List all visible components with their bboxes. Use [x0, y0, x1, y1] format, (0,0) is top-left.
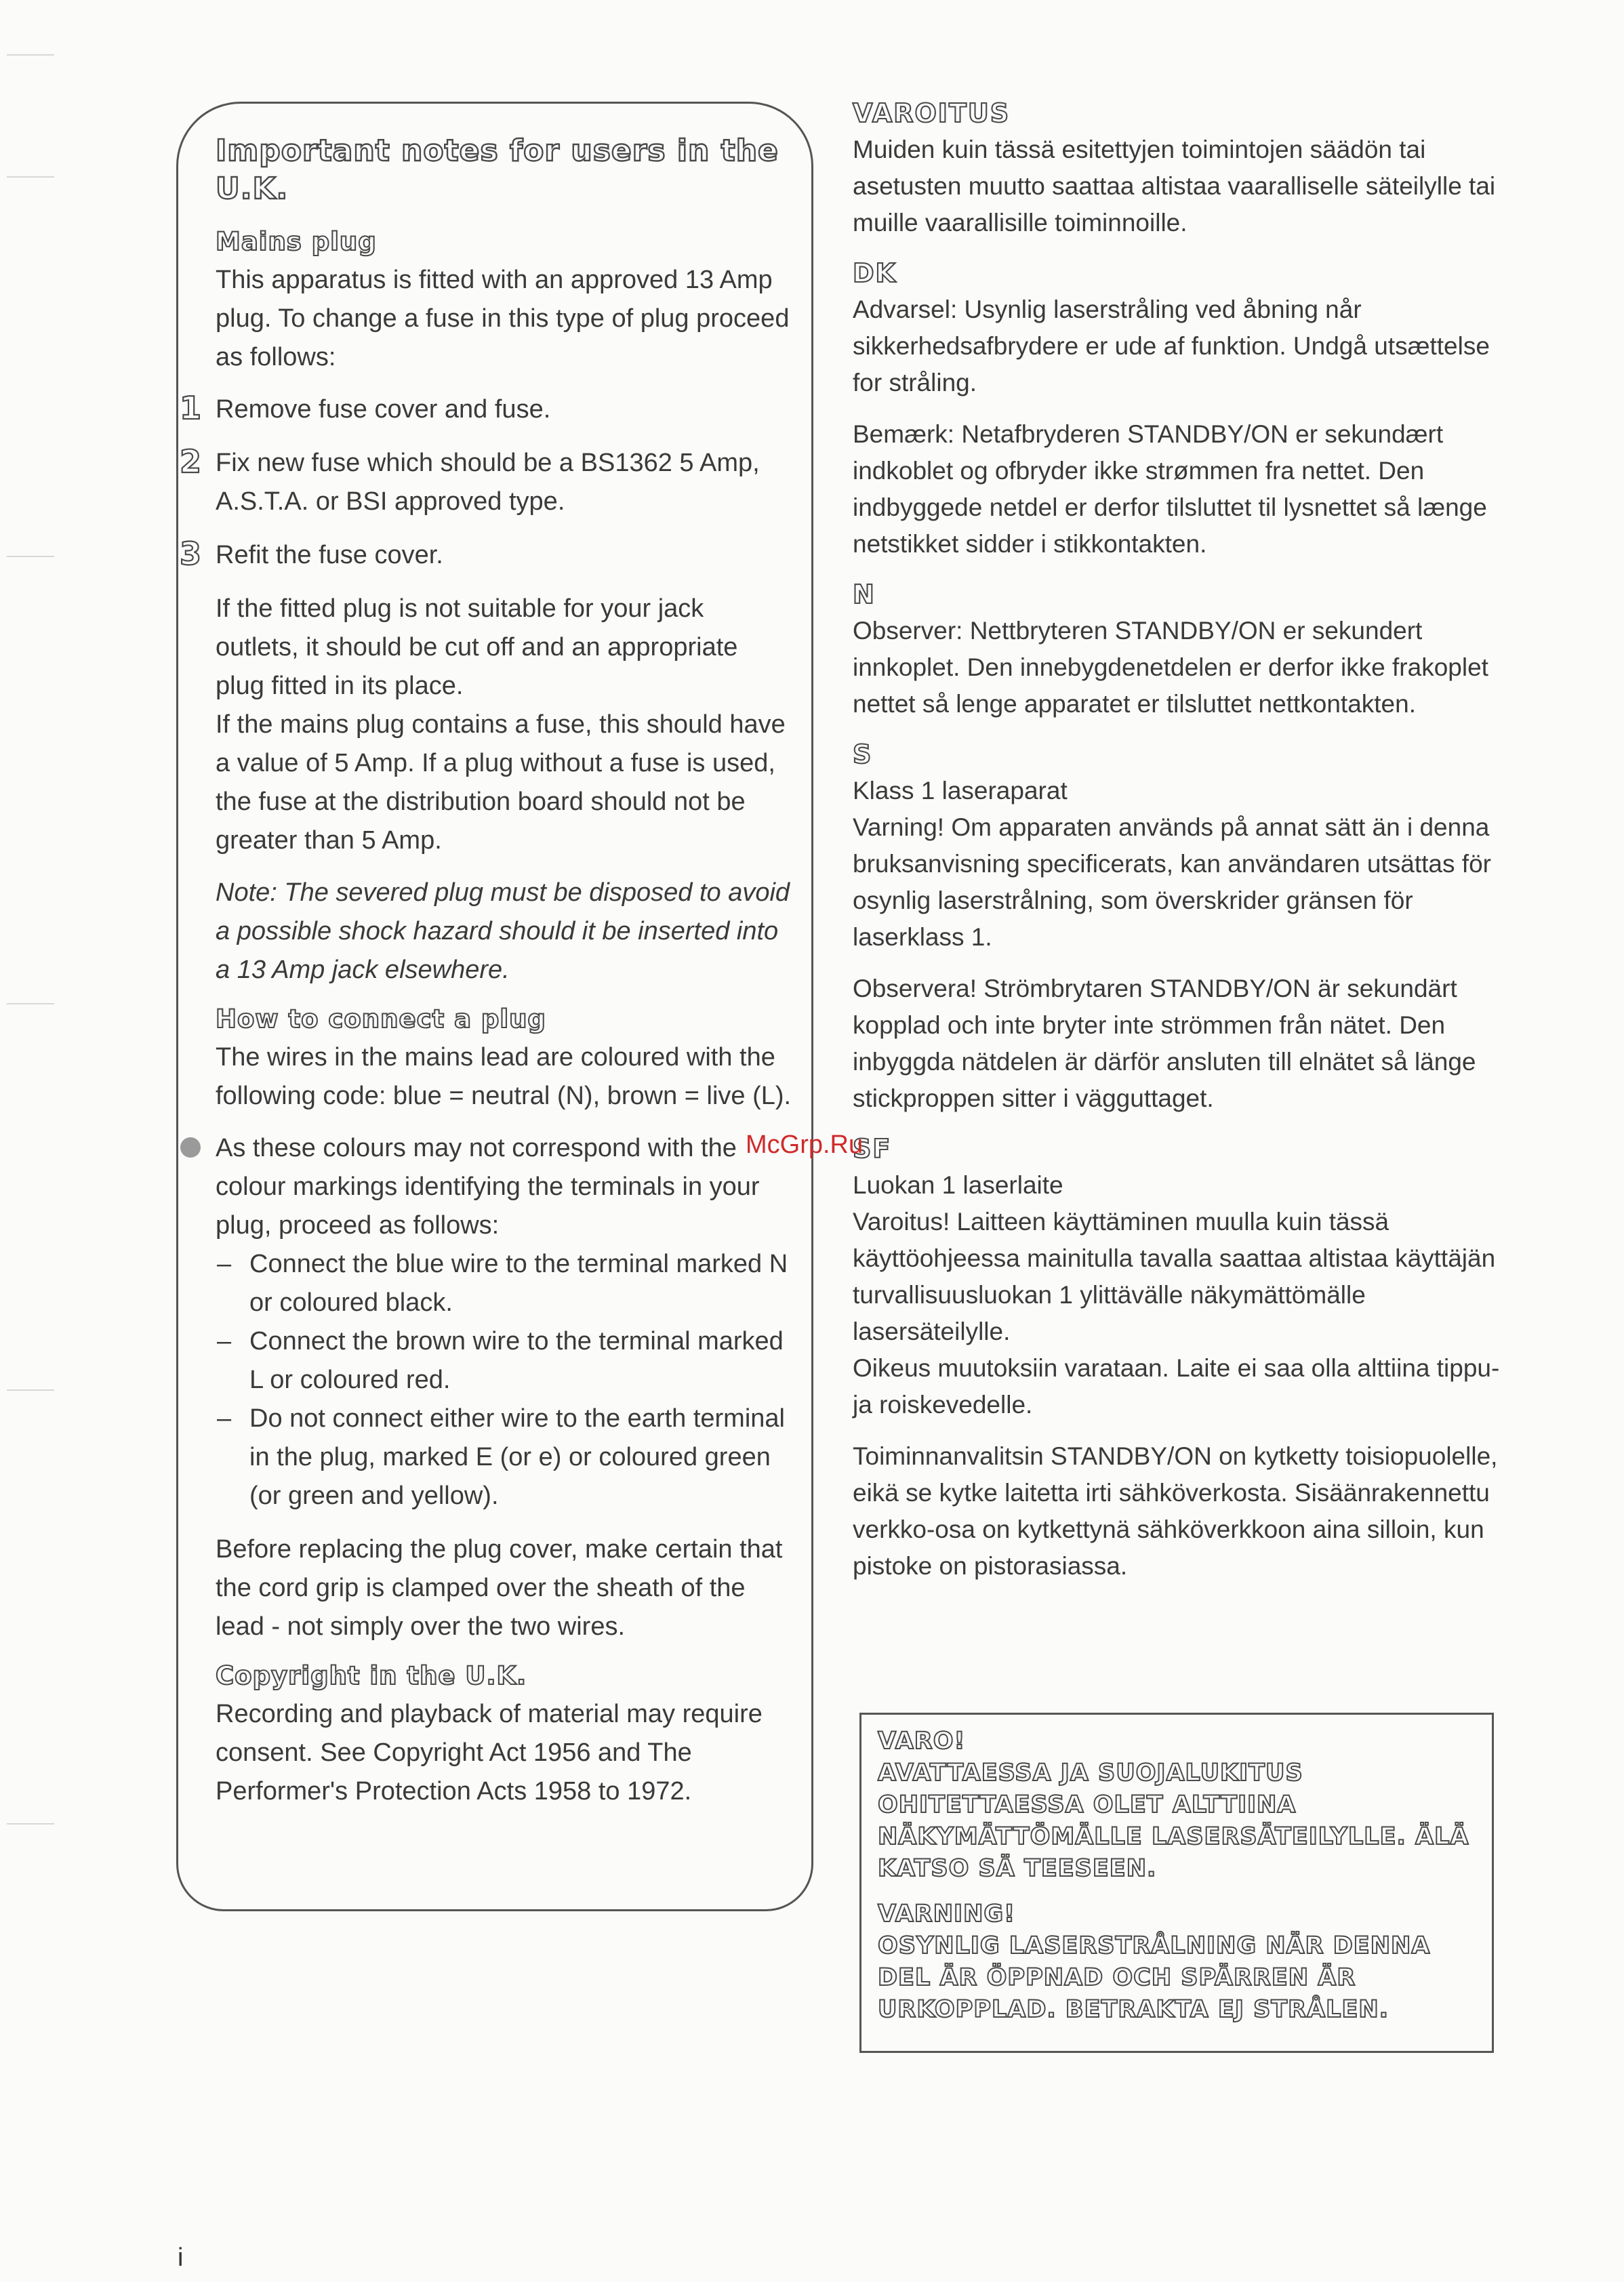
sf-text-oikeus: Oikeus muutoksiin varataan. Laite ei saa olla alttiina tippu-ja roiskevedelle.	[853, 1354, 1500, 1419]
multilingual-warnings	[853, 96, 1503, 1600]
sf-text-varoitus: Varoitus! Laitteen käyttäminen muulla kuin tässä käyttöohjeessa mainitulla tavalla saattaa altistaa käyttäjän turvallisuusluokan 1 ylittävälle näkymättömälle lasersäteilylle.	[853, 1208, 1496, 1345]
mains-plug-intro: This apparatus is fitted with an approved 13 Amp plug. To change a fuse in this type of plug proceed as follows:	[216, 266, 790, 371]
step-text: Remove fuse cover and fuse.	[216, 395, 551, 424]
n-text: Observer: Nettbryteren STANDBY/ON er sekundert innkoplet. Den innebygdenetdelen er derfor ikke frakoplet nettet så lenge apparatet er tilsluttet nettkontakten.	[853, 617, 1488, 718]
varning-warning: VARNING! OSYNLIG LASERSTRÅLNING NÄR DENNA DEL ÄR ÖPPNAD OCH SPÄRREN ÄR URKOPPLAD. BETRAKTA EJ STRÅLEN.	[878, 1900, 1431, 2023]
dk-text-bemaerk: Bemærk: Netafbryderen STANDBY/ON er sekundært indkoblet og ofbryder ikke strømmen fra nettet. Den indbyggede netdel er derfor tilsluttet til lysnettet så længe netstikket sidder i stikkontakten.	[853, 420, 1487, 558]
step-number: 2	[180, 443, 202, 480]
page-number: i	[178, 2243, 184, 2272]
dk-heading: DK	[853, 258, 897, 288]
unsuitable-plug-paragraph: If the fitted plug is not suitable for your jack outlets, it should be cut off and an appropriate plug fitted in its place.	[216, 594, 738, 700]
wire-colour-code: The wires in the mains lead are coloured with the following code: blue = neutral (N), brown = live (L).	[216, 1043, 792, 1110]
step-number: 1	[180, 390, 202, 426]
s-heading: S	[853, 739, 873, 769]
n-heading: N	[853, 579, 876, 609]
connect-plug-heading: How to connect a plug	[216, 1004, 546, 1034]
laser-warning-box	[859, 1713, 1494, 2053]
varoitus-heading: VAROITUS	[853, 98, 1011, 128]
sf-heading: SF	[853, 1134, 892, 1164]
copyright-heading: Copyright in the U.K.	[216, 1661, 527, 1690]
list-item: – Connect the brown wire to the terminal marked L or coloured red.	[216, 1322, 793, 1400]
dk-text-advarsel: Advarsel: Usynlig laserstråling ved åbning når sikkerhedsafbrydere er ude af funktion. Undgå utsættelse for stråling.	[853, 296, 1490, 396]
list-item: – Do not connect either wire to the earth terminal in the plug, marked E (or e) or coloured green (or green and yellow).	[216, 1400, 793, 1515]
s-text-klass: Klass 1 laseraparat	[853, 777, 1068, 804]
fuse-value-paragraph: If the mains plug contains a fuse, this should have a value of 5 Amp. If a plug without a fuse is used, the fuse at the distribution board should not be greater than 5 Amp.	[216, 710, 786, 855]
varo-warning: VARO! AVATTAESSA JA SUOJALUKITUS OHITETTAESSA OLET ALTTIINA NÄKYMÄTTÖMÄLLE LASERSÄTEILYLLE. ÄLÄ KATSO SÄ TEESEEN.	[878, 1728, 1469, 1882]
uk-notes-section	[180, 132, 793, 1825]
uk-notes-title: Important notes for users in the U.K.	[216, 134, 779, 206]
severed-plug-note: Note: The severed plug must be disposed to avoid a possible shock hazard should it be inserted into a 13 Amp jack elsewhere.	[216, 878, 790, 984]
s-text-varning: Varning! Om apparaten används på annat sätt än i denna bruksanvisning specificerats, kan användaren utsättas för osynlig laserstrålning, som överskrider gränsen för laserklass 1.	[853, 813, 1491, 951]
bullet-text: As these colours may not correspond with the colour markings identifying the terminals in your plug, proceed as follows:	[216, 1134, 760, 1240]
colour-markings-bullet	[210, 1129, 793, 1245]
step-2	[180, 443, 793, 521]
step-1	[180, 390, 793, 429]
wiring-instructions-list	[216, 1245, 793, 1515]
scan-edge-marks	[0, 0, 75, 2282]
mains-plug-heading: Mains plug	[216, 227, 377, 256]
step-text: Refit the fuse cover.	[216, 541, 443, 569]
sf-text-luokan: Luokan 1 laserlaite	[853, 1171, 1063, 1199]
step-text: Fix new fuse which should be a BS1362 5 Amp, A.S.T.A. or BSI approved type.	[216, 449, 760, 516]
step-3	[180, 535, 793, 575]
varoitus-text: Muiden kuin tässä esitettyjen toimintojen säädön tai asetusten muutto saattaa altistaa vaaralliselle säteilylle tai muille vaarallisille toiminnoille.	[853, 136, 1496, 237]
bullet-icon	[180, 1137, 201, 1158]
sf-text-toiminnanvalitsin: Toiminnanvalitsin STANDBY/ON on kytketty toisiopuolelle, eikä se kytke laitetta irti sähköverkosta. Sisäänrakennettu verkko-osa on kytkettynä sähköverkkoon aina silloin, kun pistoke on pistorasiassa.	[853, 1442, 1498, 1580]
copyright-text: Recording and playback of material may require consent. See Copyright Act 1956 and The Performer's Protection Acts 1958 to 1972.	[216, 1700, 763, 1806]
s-text-observera: Observera! Strömbrytaren STANDBY/ON är sekundärt kopplad och inte bryter inte strömmen från nätet. Den inbyggda nätdelen är därför ansluten till elnätet så länge stickproppen sitter i vägguttaget.	[853, 975, 1476, 1112]
watermark-link[interactable]: McGrp.Ru	[746, 1130, 864, 1159]
list-item: – Connect the blue wire to the terminal marked N or coloured black.	[216, 1245, 793, 1322]
plug-cover-paragraph: Before replacing the plug cover, make certain that the cord grip is clamped over the sheath of the lead - not simply over the two wires.	[216, 1535, 783, 1641]
step-number: 3	[180, 535, 202, 572]
